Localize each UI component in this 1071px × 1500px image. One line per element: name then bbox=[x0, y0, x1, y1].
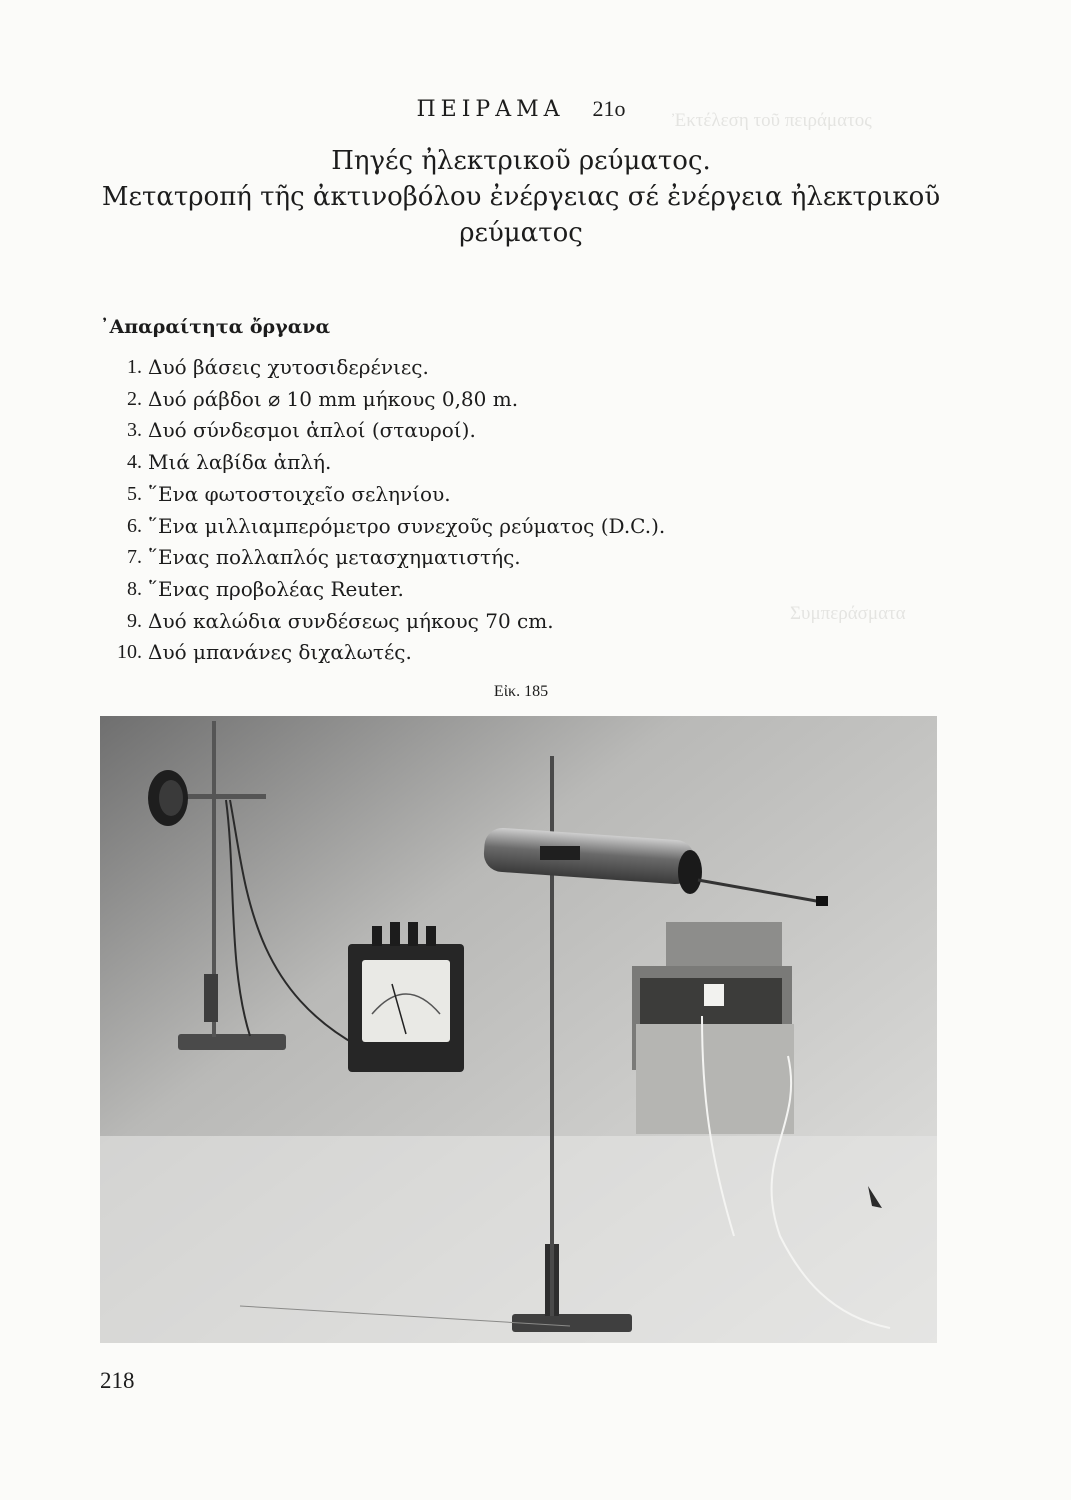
item-text: Δυό καλώδια συνδέσεως μήκους 70 cm. bbox=[148, 608, 554, 633]
figure-photo bbox=[100, 716, 937, 1343]
center-stand-base bbox=[512, 1314, 632, 1332]
experiment-heading bbox=[100, 96, 942, 122]
list-item bbox=[100, 447, 665, 479]
bleed-through-heading: Ἐκτέλεση τοῦ πειράματος bbox=[672, 110, 872, 131]
item-text: ῞Ενα μιλλιαμπερόμετρο συνεχοῦς ρεύματος (D.C.). bbox=[148, 513, 666, 538]
item-number: 8. bbox=[127, 577, 142, 600]
item-text: Δυό σύνδεσμοι ἁπλοί (σταυροί). bbox=[148, 418, 476, 443]
item-number: 7. bbox=[127, 546, 142, 569]
list-item bbox=[100, 542, 665, 574]
list-item bbox=[100, 606, 665, 638]
item-text: Μιά λαβίδα ἁπλή. bbox=[148, 450, 332, 475]
item-text: Δυό ράβδοι ⌀ 10 mm μήκους 0,80 m. bbox=[148, 386, 519, 411]
page-number: 218 bbox=[100, 1368, 135, 1393]
item-number: 5. bbox=[127, 482, 142, 505]
item-text: ῞Ενα φωτοστοιχεῖο σεληνίου. bbox=[148, 481, 451, 506]
list-item bbox=[100, 574, 665, 606]
list-item bbox=[100, 415, 665, 447]
required-instruments-heading: ᾿Απαραίτητα ὄργανα bbox=[100, 316, 331, 338]
title-line: Πηγές ἠλεκτρικοῦ ρεύματος. bbox=[331, 146, 711, 176]
list-item bbox=[100, 352, 665, 384]
item-text: Δυό μπανάνες διχαλωτές. bbox=[148, 640, 412, 665]
item-number: 9. bbox=[127, 609, 142, 632]
item-text: ῞Ενας πολλαπλός μετασχηματιστής. bbox=[148, 545, 521, 570]
bleed-through-heading: Συμπεράσματα bbox=[790, 603, 906, 624]
item-number: 6. bbox=[127, 514, 142, 537]
item-number: 4. bbox=[127, 451, 142, 474]
title-line: Μετατροπή τῆς ἀκτινοβόλου ἐνέργειας σέ ἐνέργεια ἠλεκτρικοῦ bbox=[101, 182, 941, 212]
list-item bbox=[100, 479, 665, 511]
left-stand-base bbox=[178, 1034, 286, 1050]
item-number: 3. bbox=[127, 419, 142, 442]
experiment-label: ΠΕΙΡΑΜΑ bbox=[416, 97, 565, 122]
item-number: 10. bbox=[117, 641, 142, 664]
milliammeter bbox=[348, 922, 464, 1072]
title-line: ρεύματος bbox=[459, 218, 583, 248]
list-item bbox=[100, 511, 665, 543]
item-text: Δυό βάσεις χυτοσιδερένιες. bbox=[148, 355, 429, 379]
experiment-number: 21ο bbox=[592, 96, 626, 121]
instrument-list bbox=[100, 352, 665, 669]
item-number: 2. bbox=[127, 387, 142, 410]
list-item bbox=[100, 384, 665, 416]
figure-caption: Εἰκ. 185 bbox=[493, 683, 549, 700]
item-text: ῞Ενας προβολέας Reuter. bbox=[148, 576, 404, 601]
item-number: 1. bbox=[127, 356, 142, 378]
list-item bbox=[100, 637, 665, 669]
